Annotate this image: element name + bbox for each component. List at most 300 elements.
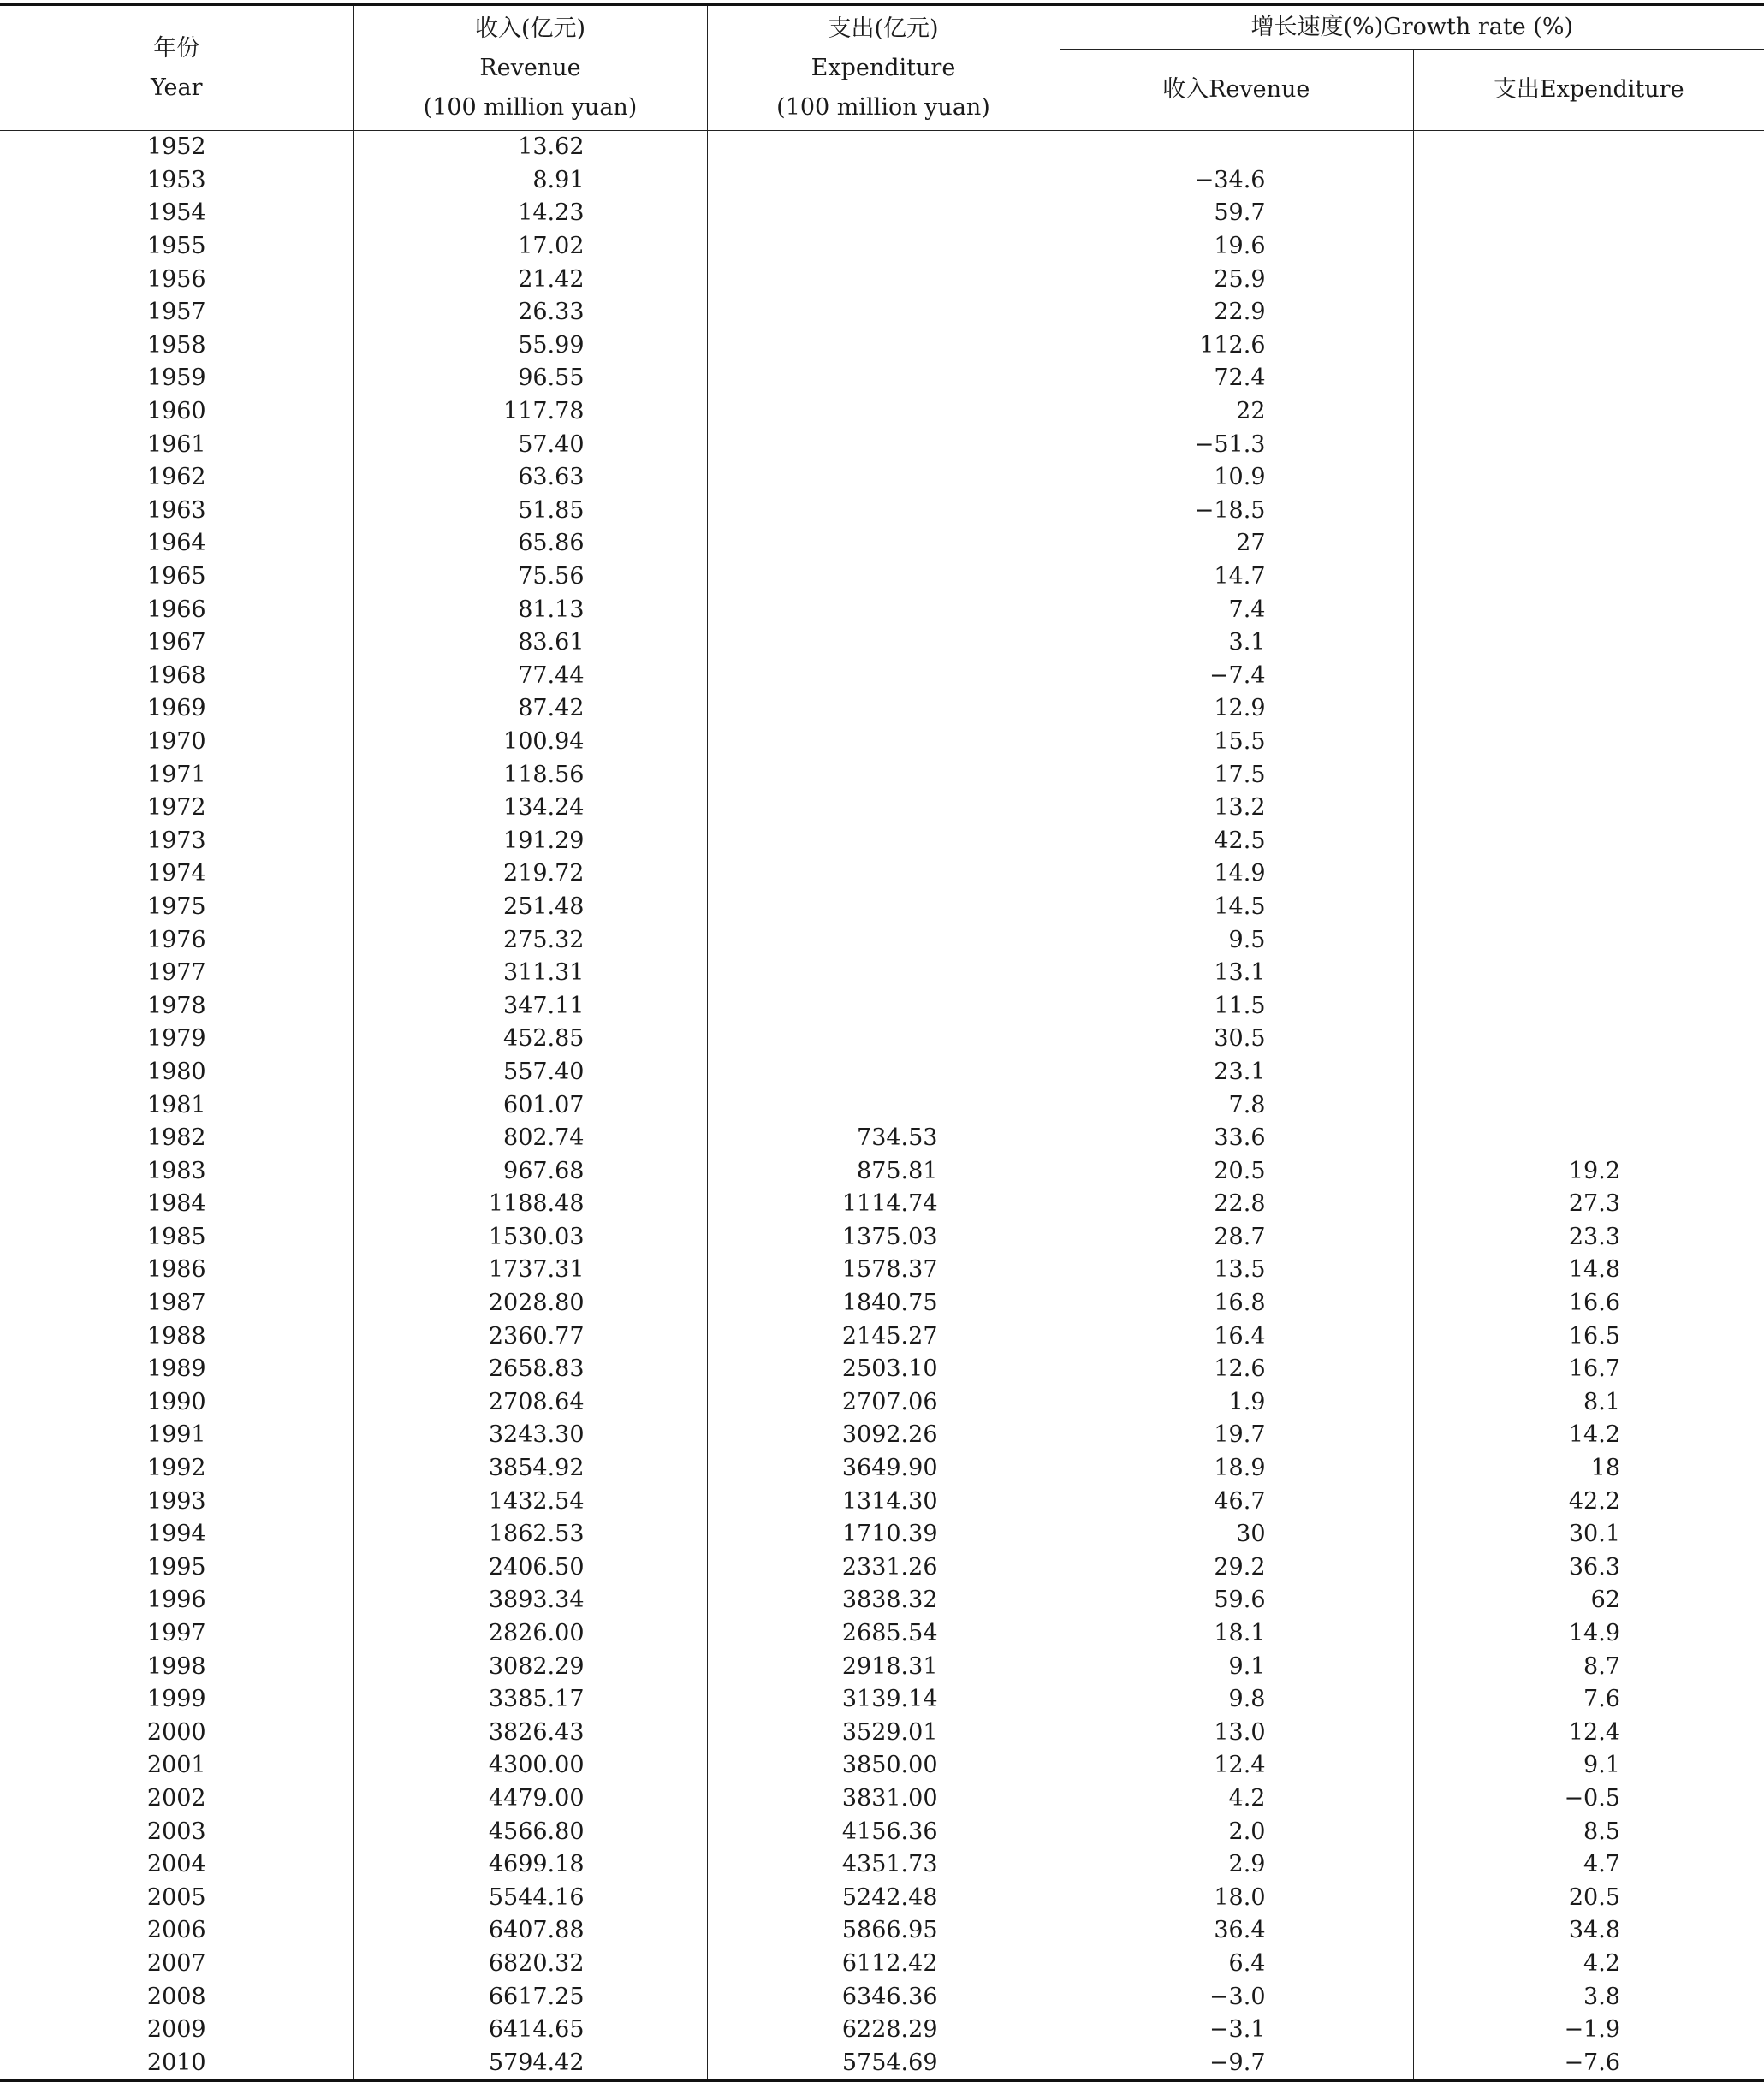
table-row: [0, 1122, 1764, 1155]
growth-revenue-cell: 13.0: [1060, 1717, 1413, 1750]
year-cell: 1979: [146, 1025, 206, 1053]
revenue-cell: 1530.03: [353, 1221, 707, 1255]
year-cell: 1956: [146, 265, 206, 293]
growth-revenue-cell: 19.6: [1060, 230, 1413, 264]
year-cell: 1971: [146, 761, 206, 788]
table-row: [0, 1023, 1764, 1056]
revenue-cell: 2826.00: [353, 1617, 707, 1651]
year-cell: 1992: [146, 1455, 206, 1482]
revenue-cell: 3082.29: [353, 1650, 707, 1683]
growth-expenditure-cell: [1413, 131, 1764, 164]
revenue-cell: 118.56: [353, 758, 707, 792]
year-cell: 1964: [146, 530, 206, 557]
table-row: [0, 989, 1764, 1023]
revenue-cell: 65.86: [353, 527, 707, 561]
growth-revenue-cell: 9.1: [1060, 1650, 1413, 1683]
expenditure-cell: [707, 957, 1060, 990]
expenditure-cell: [707, 428, 1060, 461]
growth-revenue-cell: 25.9: [1060, 263, 1413, 296]
expenditure-cell: [707, 495, 1060, 528]
growth-expenditure-cell: 3.8: [1413, 1980, 1764, 2014]
year-cell: 1961: [146, 430, 206, 458]
year-cell: 1952: [146, 133, 206, 161]
expenditure-cell: [707, 296, 1060, 329]
year-cell: 1962: [146, 464, 206, 491]
growth-expenditure-cell: [1413, 923, 1764, 957]
growth-revenue-cell: 9.8: [1060, 1683, 1413, 1717]
growth-revenue-cell: 27: [1060, 527, 1413, 561]
expenditure-cell: 1578.37: [707, 1254, 1060, 1287]
expenditure-cell: 2331.26: [707, 1551, 1060, 1585]
revenue-cell: 17.02: [353, 230, 707, 264]
table-row: [0, 1254, 1764, 1287]
year-cell: 1960: [146, 398, 206, 425]
table-row: [0, 329, 1764, 363]
growth-expenditure-cell: [1413, 792, 1764, 825]
growth-revenue-cell: 28.7: [1060, 1221, 1413, 1255]
year-cell: 1990: [146, 1388, 206, 1415]
growth-revenue-cell: 16.4: [1060, 1320, 1413, 1353]
revenue-cell: 26.33: [353, 296, 707, 329]
year-cell: 1957: [146, 299, 206, 326]
expenditure-cell: [707, 726, 1060, 759]
table-row: [0, 923, 1764, 957]
year-cell: 1973: [146, 827, 206, 854]
year-cell: 1969: [146, 695, 206, 722]
growth-expenditure-cell: [1413, 758, 1764, 792]
growth-expenditure-cell: [1413, 561, 1764, 594]
growth-revenue-cell: [1060, 131, 1413, 164]
year-cell: 1993: [146, 1487, 206, 1515]
table-row: [0, 197, 1764, 230]
table-row: [0, 1617, 1764, 1651]
growth-expenditure-cell: 8.7: [1413, 1650, 1764, 1683]
year-cell: 1996: [146, 1587, 206, 1614]
growth-expenditure-cell: 16.7: [1413, 1353, 1764, 1386]
growth-revenue-cell: 42.5: [1060, 824, 1413, 857]
expenditure-cell: 2918.31: [707, 1650, 1060, 1683]
table-row: [0, 1848, 1764, 1882]
revenue-cell: 77.44: [353, 660, 707, 693]
year-cell: 1967: [146, 629, 206, 656]
growth-expenditure-cell: [1413, 857, 1764, 891]
expenditure-cell: [707, 758, 1060, 792]
growth-revenue-cell: 18.1: [1060, 1617, 1413, 1651]
expenditure-cell: 3649.90: [707, 1452, 1060, 1486]
growth-revenue-cell: −7.4: [1060, 660, 1413, 693]
growth-revenue-cell: 11.5: [1060, 989, 1413, 1023]
expenditure-header-zh: 支出(亿元): [828, 15, 939, 42]
growth-revenue-cell: 46.7: [1060, 1485, 1413, 1518]
growth-revenue-cell: −3.0: [1060, 1980, 1413, 2014]
table-row: [0, 395, 1764, 429]
year-cell: 1970: [146, 727, 206, 755]
table-row: [0, 1320, 1764, 1353]
year-cell: 1966: [146, 596, 206, 623]
revenue-cell: 2658.83: [353, 1353, 707, 1386]
table-row: [0, 296, 1764, 329]
growth-expenditure-cell: [1413, 1122, 1764, 1155]
growth-revenue-cell: 13.1: [1060, 957, 1413, 990]
table-row: [0, 891, 1764, 924]
growth-expenditure-cell: [1413, 726, 1764, 759]
table-row: [0, 1452, 1764, 1486]
year-header-zh: 年份: [153, 34, 200, 62]
table-row: [0, 1815, 1764, 1848]
expenditure-cell: 5242.48: [707, 1881, 1060, 1914]
table-row: [0, 561, 1764, 594]
growth-expenditure-cell: 34.8: [1413, 1914, 1764, 1948]
year-cell: 1974: [146, 860, 206, 887]
year-cell: 1975: [146, 893, 206, 920]
expenditure-cell: [707, 792, 1060, 825]
growth-revenue-cell: 7.8: [1060, 1088, 1413, 1122]
growth-expenditure-cell: 20.5: [1413, 1881, 1764, 1914]
table-row: [0, 495, 1764, 528]
year-cell: 1978: [146, 992, 206, 1019]
growth-expenditure-cell: 16.6: [1413, 1287, 1764, 1320]
growth-revenue-cell: 22.8: [1060, 1188, 1413, 1221]
revenue-cell: 55.99: [353, 329, 707, 363]
revenue-cell: 96.55: [353, 362, 707, 395]
revenue-cell: 87.42: [353, 692, 707, 726]
growth-revenue-header: 收入Revenue: [1060, 50, 1413, 131]
year-cell: 1997: [146, 1620, 206, 1647]
growth-revenue-cell: 14.7: [1060, 561, 1413, 594]
growth-expenditure-header: 支出Expenditure: [1413, 50, 1764, 131]
expenditure-cell: [707, 824, 1060, 857]
expenditure-cell: [707, 923, 1060, 957]
growth-revenue-cell: 14.9: [1060, 857, 1413, 891]
growth-expenditure-cell: 14.2: [1413, 1419, 1764, 1452]
growth-expenditure-cell: [1413, 891, 1764, 924]
expenditure-cell: 2685.54: [707, 1617, 1060, 1651]
table-row: [0, 164, 1764, 198]
revenue-cell: 452.85: [353, 1023, 707, 1056]
revenue-cell: 1862.53: [353, 1518, 707, 1551]
expenditure-cell: [707, 395, 1060, 429]
year-cell: 1988: [146, 1322, 206, 1349]
table-row: [0, 1948, 1764, 1981]
revenue-cell: 1737.31: [353, 1254, 707, 1287]
expenditure-cell: [707, 329, 1060, 363]
expenditure-cell: [707, 989, 1060, 1023]
table-row: [0, 1419, 1764, 1452]
expenditure-cell: [707, 197, 1060, 230]
revenue-cell: 275.32: [353, 923, 707, 957]
table-row: [0, 1088, 1764, 1122]
revenue-cell: 1432.54: [353, 1485, 707, 1518]
year-cell: 1977: [146, 959, 206, 987]
growth-expenditure-cell: 18: [1413, 1452, 1764, 1486]
revenue-cell: 21.42: [353, 263, 707, 296]
table-body: [0, 131, 1764, 2081]
growth-expenditure-cell: [1413, 263, 1764, 296]
table-row: [0, 957, 1764, 990]
growth-revenue-cell: 18.9: [1060, 1452, 1413, 1486]
growth-revenue-cell: 3.1: [1060, 626, 1413, 660]
expenditure-cell: [707, 660, 1060, 693]
revenue-expenditure-table: [0, 3, 1764, 2082]
table-row: [0, 1221, 1764, 1255]
revenue-cell: 191.29: [353, 824, 707, 857]
expenditure-cell: 6228.29: [707, 2014, 1060, 2047]
revenue-cell: 2360.77: [353, 1320, 707, 1353]
growth-revenue-cell: 7.4: [1060, 593, 1413, 626]
expenditure-cell: [707, 561, 1060, 594]
growth-expenditure-cell: [1413, 957, 1764, 990]
table-row: [0, 1056, 1764, 1089]
table-row: [0, 461, 1764, 495]
growth-expenditure-cell: 23.3: [1413, 1221, 1764, 1255]
growth-revenue-cell: 17.5: [1060, 758, 1413, 792]
year-cell: 1976: [146, 926, 206, 953]
growth-revenue-cell: 13.5: [1060, 1254, 1413, 1287]
revenue-cell: 4566.80: [353, 1815, 707, 1848]
table-row: [0, 131, 1764, 164]
revenue-cell: 6414.65: [353, 2014, 707, 2047]
year-cell: 1995: [146, 1553, 206, 1581]
expenditure-cell: [707, 626, 1060, 660]
revenue-cell: 557.40: [353, 1056, 707, 1089]
year-cell: 1985: [146, 1223, 206, 1250]
year-cell: 2001: [146, 1752, 206, 1779]
expenditure-cell: 1314.30: [707, 1485, 1060, 1518]
expenditure-cell: [707, 891, 1060, 924]
revenue-cell: 2708.64: [353, 1386, 707, 1420]
year-cell: 1963: [146, 496, 206, 524]
year-cell: 1955: [146, 233, 206, 260]
table-row: [0, 1287, 1764, 1320]
growth-revenue-cell: 15.5: [1060, 726, 1413, 759]
revenue-cell: 2406.50: [353, 1551, 707, 1585]
year-cell: 1953: [146, 166, 206, 193]
revenue-cell: 100.94: [353, 726, 707, 759]
growth-expenditure-cell: 62: [1413, 1584, 1764, 1617]
year-cell: 1994: [146, 1521, 206, 1548]
year-cell: 1972: [146, 794, 206, 822]
expenditure-column-header: [707, 5, 1060, 131]
table-row: [0, 1386, 1764, 1420]
expenditure-cell: 3529.01: [707, 1717, 1060, 1750]
year-header-en: Year: [151, 74, 203, 101]
expenditure-cell: 3850.00: [707, 1749, 1060, 1782]
year-cell: 1991: [146, 1421, 206, 1449]
growth-revenue-cell: 12.6: [1060, 1353, 1413, 1386]
revenue-header-zh: 收入(亿元): [474, 15, 586, 42]
expenditure-cell: 875.81: [707, 1154, 1060, 1188]
expenditure-cell: 1114.74: [707, 1188, 1060, 1221]
year-cell: 2006: [146, 1917, 206, 1944]
revenue-cell: 251.48: [353, 891, 707, 924]
growth-expenditure-cell: [1413, 692, 1764, 726]
expenditure-cell: 6346.36: [707, 1980, 1060, 2014]
growth-expenditure-cell: 9.1: [1413, 1749, 1764, 1782]
growth-revenue-cell: 4.2: [1060, 1782, 1413, 1816]
growth-expenditure-cell: [1413, 626, 1764, 660]
growth-expenditure-cell: 30.1: [1413, 1518, 1764, 1551]
revenue-header-unit: (100 million yuan): [423, 93, 638, 121]
expenditure-cell: 1375.03: [707, 1221, 1060, 1255]
growth-expenditure-cell: [1413, 495, 1764, 528]
year-cell: 2003: [146, 1818, 206, 1845]
growth-expenditure-cell: 4.7: [1413, 1848, 1764, 1882]
expenditure-cell: 3831.00: [707, 1782, 1060, 1816]
year-cell: 1954: [146, 199, 206, 227]
growth-revenue-cell: 12.4: [1060, 1749, 1413, 1782]
growth-expenditure-cell: 27.3: [1413, 1188, 1764, 1221]
growth-revenue-cell: 13.2: [1060, 792, 1413, 825]
growth-revenue-cell: 59.6: [1060, 1584, 1413, 1617]
table-row: [0, 692, 1764, 726]
year-cell: 2007: [146, 1949, 206, 1977]
revenue-cell: 57.40: [353, 428, 707, 461]
growth-expenditure-cell: 14.9: [1413, 1617, 1764, 1651]
revenue-cell: 4479.00: [353, 1782, 707, 1816]
table-row: [0, 362, 1764, 395]
expenditure-cell: [707, 263, 1060, 296]
growth-expenditure-cell: 7.6: [1413, 1683, 1764, 1717]
expenditure-cell: 5866.95: [707, 1914, 1060, 1948]
expenditure-header-unit: (100 million yuan): [776, 93, 990, 121]
growth-revenue-cell: 2.0: [1060, 1815, 1413, 1848]
table-row: [0, 1717, 1764, 1750]
revenue-cell: 3893.34: [353, 1584, 707, 1617]
revenue-cell: 3854.92: [353, 1452, 707, 1486]
year-cell: 1959: [146, 365, 206, 392]
expenditure-cell: [707, 362, 1060, 395]
growth-revenue-cell: 36.4: [1060, 1914, 1413, 1948]
growth-expenditure-cell: −1.9: [1413, 2014, 1764, 2047]
growth-revenue-cell: 12.9: [1060, 692, 1413, 726]
table-row: [0, 758, 1764, 792]
growth-revenue-cell: 59.7: [1060, 197, 1413, 230]
growth-revenue-cell: 72.4: [1060, 362, 1413, 395]
table-row: [0, 660, 1764, 693]
expenditure-cell: [707, 527, 1060, 561]
revenue-cell: 802.74: [353, 1122, 707, 1155]
revenue-cell: 219.72: [353, 857, 707, 891]
year-cell: 1980: [146, 1058, 206, 1085]
expenditure-cell: [707, 593, 1060, 626]
growth-revenue-cell: −34.6: [1060, 164, 1413, 198]
growth-revenue-cell: 10.9: [1060, 461, 1413, 495]
expenditure-cell: 3838.32: [707, 1584, 1060, 1617]
revenue-cell: 347.11: [353, 989, 707, 1023]
table-row: [0, 593, 1764, 626]
revenue-cell: 13.62: [353, 131, 707, 164]
revenue-cell: 51.85: [353, 495, 707, 528]
revenue-cell: 5794.42: [353, 2046, 707, 2080]
year-cell: 1984: [146, 1190, 206, 1218]
growth-revenue-cell: 2.9: [1060, 1848, 1413, 1882]
year-cell: 1989: [146, 1355, 206, 1383]
growth-expenditure-cell: −7.6: [1413, 2046, 1764, 2080]
growth-revenue-cell: 23.1: [1060, 1056, 1413, 1089]
growth-revenue-cell: −3.1: [1060, 2014, 1413, 2047]
year-cell: 2009: [146, 2016, 206, 2043]
year-cell: 2005: [146, 1883, 206, 1911]
growth-expenditure-cell: [1413, 428, 1764, 461]
revenue-cell: 8.91: [353, 164, 707, 198]
year-cell: 2004: [146, 1851, 206, 1878]
growth-expenditure-cell: [1413, 230, 1764, 264]
growth-expenditure-cell: [1413, 824, 1764, 857]
revenue-cell: 311.31: [353, 957, 707, 990]
growth-expenditure-cell: [1413, 989, 1764, 1023]
expenditure-cell: [707, 1088, 1060, 1122]
growth-expenditure-cell: [1413, 593, 1764, 626]
growth-revenue-cell: 22: [1060, 395, 1413, 429]
table-row: [0, 1881, 1764, 1914]
expenditure-cell: [707, 1023, 1060, 1056]
table-row: [0, 527, 1764, 561]
year-cell: 1983: [146, 1157, 206, 1184]
table-header: [0, 5, 1764, 131]
table-row: [0, 1650, 1764, 1683]
expenditure-cell: [707, 1056, 1060, 1089]
growth-expenditure-cell: 19.2: [1413, 1154, 1764, 1188]
revenue-cell: 5544.16: [353, 1881, 707, 1914]
growth-expenditure-cell: 8.5: [1413, 1815, 1764, 1848]
expenditure-header-en: Expenditure: [811, 54, 956, 81]
growth-expenditure-cell: 8.1: [1413, 1386, 1764, 1420]
growth-expenditure-cell: 14.8: [1413, 1254, 1764, 1287]
table-row: [0, 726, 1764, 759]
table-row: [0, 263, 1764, 296]
growth-expenditure-cell: 42.2: [1413, 1485, 1764, 1518]
year-cell: 1968: [146, 661, 206, 689]
expenditure-cell: 5754.69: [707, 2046, 1060, 2080]
growth-revenue-cell: −9.7: [1060, 2046, 1413, 2080]
growth-revenue-cell: 112.6: [1060, 329, 1413, 363]
expenditure-cell: 2503.10: [707, 1353, 1060, 1386]
revenue-cell: 75.56: [353, 561, 707, 594]
table-row: [0, 1683, 1764, 1717]
revenue-cell: 6617.25: [353, 1980, 707, 2014]
revenue-column-header: [353, 5, 707, 131]
table-row: [0, 1485, 1764, 1518]
growth-revenue-cell: 22.9: [1060, 296, 1413, 329]
growth-revenue-cell: 30.5: [1060, 1023, 1413, 1056]
expenditure-cell: 3139.14: [707, 1683, 1060, 1717]
growth-expenditure-cell: [1413, 1056, 1764, 1089]
expenditure-cell: 734.53: [707, 1122, 1060, 1155]
expenditure-cell: 6112.42: [707, 1948, 1060, 1981]
table-row: [0, 1353, 1764, 1386]
expenditure-cell: 4351.73: [707, 1848, 1060, 1882]
year-cell: 2008: [146, 1983, 206, 2010]
revenue-cell: 14.23: [353, 197, 707, 230]
expenditure-cell: [707, 131, 1060, 164]
growth-expenditure-cell: [1413, 362, 1764, 395]
growth-expenditure-cell: [1413, 329, 1764, 363]
table-row: [0, 1980, 1764, 2014]
revenue-cell: 967.68: [353, 1154, 707, 1188]
expenditure-cell: 4156.36: [707, 1815, 1060, 1848]
table-row: [0, 2014, 1764, 2047]
growth-rate-header: 增长速度(%)Growth rate (%): [1060, 5, 1764, 50]
revenue-cell: 83.61: [353, 626, 707, 660]
table-row: [0, 1584, 1764, 1617]
expenditure-cell: [707, 692, 1060, 726]
revenue-cell: 3826.43: [353, 1717, 707, 1750]
expenditure-cell: 1840.75: [707, 1287, 1060, 1320]
revenue-cell: 3385.17: [353, 1683, 707, 1717]
revenue-cell: 4300.00: [353, 1749, 707, 1782]
expenditure-cell: [707, 857, 1060, 891]
year-column-header: [0, 5, 353, 131]
